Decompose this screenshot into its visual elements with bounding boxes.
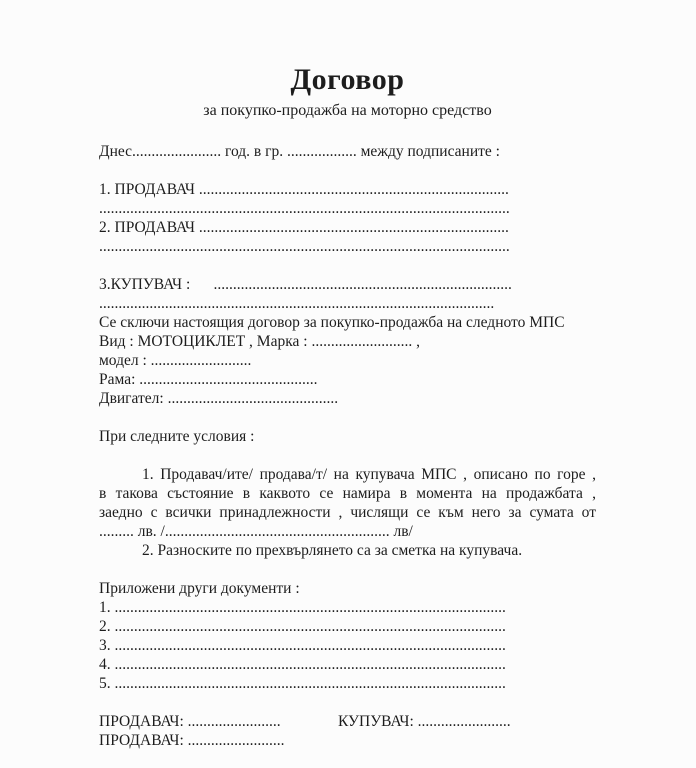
seller-1-fill-line: .......................................................................................................... [99,200,510,217]
clause-1-line-3: заедно с всички принадлежности , числящи се към него за сумата от [99,504,596,521]
clause-1-line-1: 1. Продавач/ите/ продава/т/ на купувача МПС , описано по горе , [142,466,596,483]
buyer-fill-line: ...................................................................................................... [99,295,495,312]
clause-1-line-2: в такова състояние в каквото се намира в момента на продажбата , [99,485,596,502]
vehicle-model-line: модел : .......................... [99,352,252,369]
signature-seller-1: ПРОДАВАЧ: ........................ [99,713,281,730]
spacer [99,446,596,465]
clause-2-line: 2. Разноските по прехвърлянето са за сметка на купувача. [142,542,523,559]
signature-row [99,712,596,731]
terms-heading: При следните условия : [99,428,255,445]
vehicle-type-brand-line: Вид : МОТОЦИКЛЕТ , Марка : .......................... , [99,333,420,350]
seller-2-fill-line: .......................................................................................................... [99,238,510,255]
clause-1-price-line: ......... лв. /.......................................................... лв/ [99,523,413,540]
attachment-line-1: 1. ..................................................................................................... [99,599,506,616]
buyer-line: 3.КУПУВАЧ : ............................................................................. [99,276,512,293]
vehicle-intro-line: Се сключи настоящия договор за покупко-продажба на следното МПС [99,314,565,331]
intro-date-city-line: Днес....................... год. в гр. .................. между подписаните : [99,143,500,160]
attachment-line-5: 5. ..................................................................................................... [99,675,506,692]
seller-2-line: 2. ПРОДАВАЧ ................................................................................ [99,219,509,236]
attachment-line-3: 3. ..................................................................................................... [99,637,506,654]
spacer [99,256,596,275]
document-title: Договор [290,63,405,96]
seller-1-line: 1. ПРОДАВАЧ ................................................................................ [99,181,509,198]
signature-seller-2: ПРОДАВАЧ: ......................... [99,732,285,749]
spacer [99,408,596,427]
contract-page [99,60,596,750]
spacer [99,122,596,142]
spacer [99,693,596,712]
vehicle-frame-line: Рама: .............................................. [99,371,318,388]
attachment-line-2: 2. ..................................................................................................... [99,618,506,635]
attachments-heading: Приложени други документи : [99,580,300,597]
signature-buyer: КУПУВАЧ: ........................ [338,713,511,730]
spacer [99,560,596,579]
document-subtitle: за покупко-продажба на моторно средство [203,102,492,119]
vehicle-engine-line: Двигател: ............................................ [99,390,339,407]
spacer [99,161,596,180]
attachment-line-4: 4. ..................................................................................................... [99,656,506,673]
